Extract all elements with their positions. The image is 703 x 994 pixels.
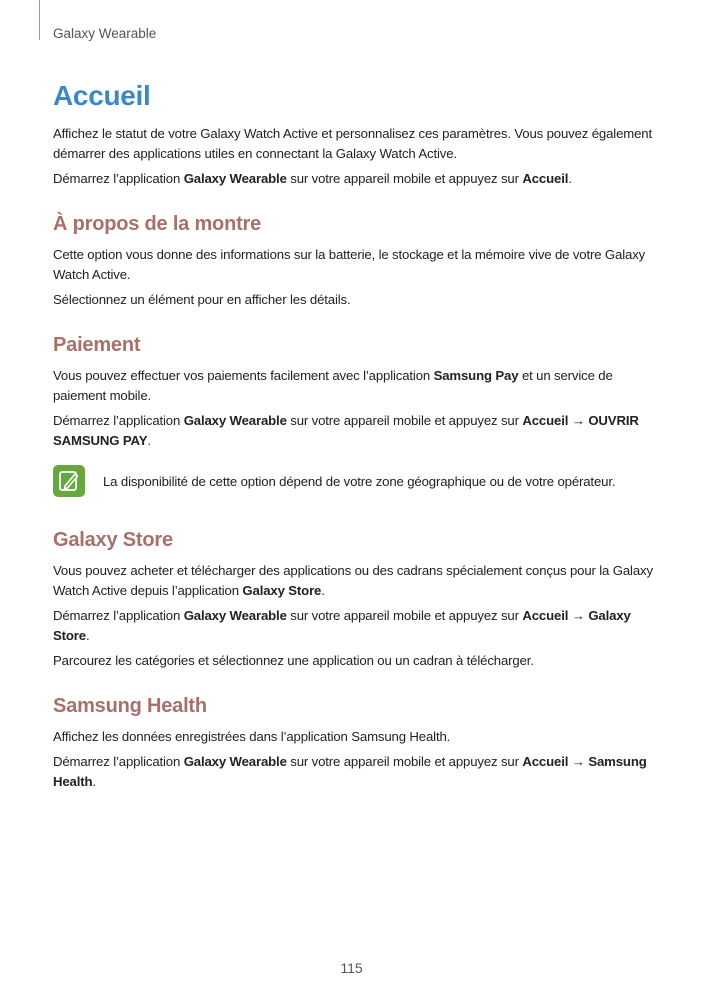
store-paragraph-1: Vous pouvez acheter et télécharger des applications ou des cadrans spécialement conçus pour la Galaxy Watch Active depuis l’application Galaxy Store. [53, 563, 653, 598]
page-number: 115 [340, 960, 363, 976]
running-header: Galaxy Wearable [53, 26, 157, 41]
note-pencil-glyph [58, 470, 80, 492]
section-galaxy-store [53, 529, 653, 671]
store-paragraph-3: Parcourez les catégories et sélectionnez une application ou un cadran à télécharger. [53, 653, 534, 668]
section-title-store: Galaxy Store [53, 529, 173, 551]
page-title: Accueil [53, 80, 151, 111]
page-content [53, 80, 653, 797]
payment-note [53, 465, 653, 497]
section-title-about: À propos de la montre [53, 213, 262, 235]
section-payment [53, 334, 653, 497]
about-paragraph-1: Cette option vous donne des informations sur la batterie, le stockage et la mémoire vive de votre Galaxy Watch Active. [53, 247, 646, 282]
section-samsung-health [53, 695, 653, 792]
section-about-watch [53, 213, 653, 310]
section-title-health: Samsung Health [53, 695, 207, 717]
store-paragraph-2: Démarrez l’application Galaxy Wearable sur votre appareil mobile et appuyez sur Accueil → Galaxy Store. [53, 608, 631, 643]
about-paragraph-2: Sélectionnez un élément pour en afficher les détails. [53, 292, 351, 307]
margin-rule [39, 0, 40, 40]
payment-paragraph-1: Vous pouvez effectuer vos paiements facilement avec l’application Samsung Pay et un service de paiement mobile. [53, 368, 613, 403]
health-paragraph-1: Affichez les données enregistrées dans l’application Samsung Health. [53, 729, 451, 744]
intro-paragraph-2: Démarrez l’application Galaxy Wearable sur votre appareil mobile et appuyez sur Accueil. [53, 171, 572, 186]
payment-paragraph-2: Démarrez l’application Galaxy Wearable sur votre appareil mobile et appuyez sur Accueil → OUVRIR SAMSUNG PAY. [53, 413, 639, 448]
note-pencil-icon [53, 465, 85, 497]
section-title-payment: Paiement [53, 334, 141, 356]
note-text: La disponibilité de cette option dépend de votre zone géographique ou de votre opérateur. [103, 473, 616, 489]
health-paragraph-2: Démarrez l’application Galaxy Wearable sur votre appareil mobile et appuyez sur Accueil → Samsung Health. [53, 754, 647, 789]
intro-paragraph-1: Affichez le statut de votre Galaxy Watch Active et personnalisez ces paramètres. Vous pouvez également démarrer des applications utiles en connectant la Galaxy Watch Active. [53, 126, 652, 161]
